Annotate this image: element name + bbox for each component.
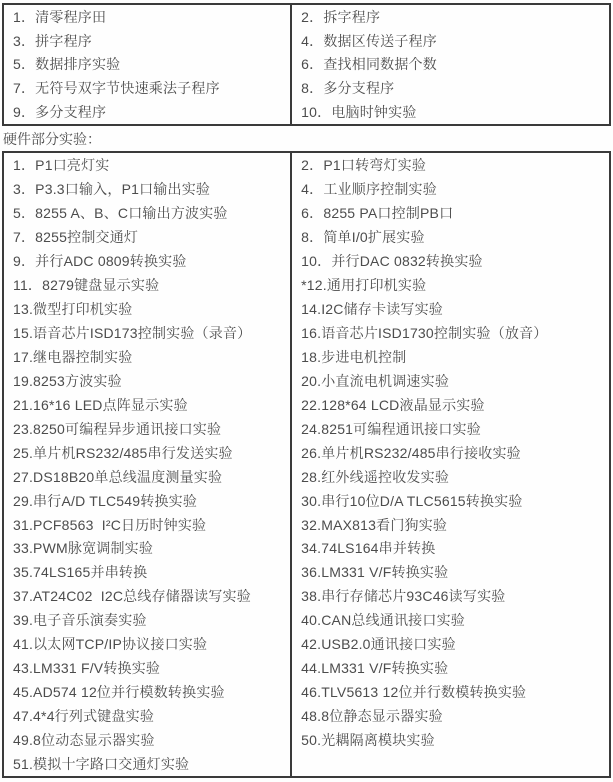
experiment-item: 37.AT24C02 I2C总线存储器读写实验 [13, 588, 251, 605]
experiment-item: 48.8位静态显示器实验 [290, 704, 609, 728]
experiment-item: 27.DS18B20单总线温度测量实验 [13, 468, 223, 485]
experiment-item: 17.继电器控制实验 [13, 348, 133, 365]
experiment-item: 34.74LS164串并转换 [290, 537, 609, 561]
experiment-item: 38.串行存储芯片93C46读写实验 [290, 584, 609, 608]
table-row [4, 752, 609, 776]
experiment-item: 45.AD574 12位并行模数转换实验 [13, 684, 225, 701]
experiment-item: 47.4*4行列式键盘实验 [13, 708, 155, 725]
software-experiments-table [2, 3, 611, 126]
experiment-item: 49.8位动态显示器实验 [13, 732, 155, 749]
experiment-item: 22.128*64 LCD液晶显示实验 [290, 393, 609, 417]
experiment-item: 39.电子音乐演奏实验 [13, 612, 147, 629]
experiment-item: 18.步进电机控制 [290, 345, 609, 369]
experiment-item: 51.模拟十字路口交通灯实验 [13, 756, 190, 773]
table-row [4, 29, 609, 53]
experiment-item: 3．拼字程序 [13, 32, 92, 49]
table-row [4, 321, 609, 345]
experiment-item: 1．P1口亮灯实 [13, 156, 110, 173]
table-row [4, 441, 609, 465]
experiment-item: 4．数据区传送子程序 [290, 29, 609, 53]
experiment-item: 9．并行ADC 0809转换实验 [13, 252, 187, 269]
table-row [4, 201, 609, 225]
experiment-item: 2．拆字程序 [290, 5, 609, 29]
experiment-item: 14.I2C储存卡读写实验 [290, 297, 609, 321]
experiment-item: 7．8255控制交通灯 [13, 228, 139, 245]
table-row [4, 393, 609, 417]
table-row [4, 513, 609, 537]
table-row [4, 5, 609, 29]
experiment-item: 33.PWM脉宽调制实验 [13, 540, 154, 557]
experiment-item: 13.微型打印机实验 [13, 300, 133, 317]
experiment-item: 10．电脑时钟实验 [290, 100, 609, 124]
table-row [4, 153, 609, 177]
experiment-item: 6．8255 PA口控制PB口 [290, 201, 609, 225]
experiment-item: 11．8279键盘显示实验 [13, 276, 160, 293]
table-row [4, 608, 609, 632]
table-row [4, 100, 609, 124]
table-row [4, 417, 609, 441]
experiment-item: 2．P1口转弯灯实验 [290, 153, 609, 177]
experiment-item: 8．多分支程序 [290, 76, 609, 100]
experiment-item: 19.8253方波实验 [13, 372, 122, 389]
experiment-item: 23.8250可编程异步通讯接口实验 [13, 420, 222, 437]
experiment-item: 31.PCF8563 I²C日历时钟实验 [13, 516, 207, 533]
experiment-item: 21.16*16 LED点阵显示实验 [13, 396, 188, 413]
experiment-item: 26.单片机RS232/485串行接收实验 [290, 441, 609, 465]
experiment-item: *12.通用打印机实验 [290, 273, 609, 297]
experiment-item: 6．查找相同数据个数 [290, 53, 609, 77]
experiment-item: 36.LM331 V/F转换实验 [290, 560, 609, 584]
table-row [4, 537, 609, 561]
experiment-item: 44.LM331 V/F转换实验 [290, 656, 609, 680]
experiment-item: 42.USB2.0通讯接口实验 [290, 632, 609, 656]
table-row [4, 249, 609, 273]
experiment-item: 40.CAN总线通讯接口实验 [290, 608, 609, 632]
table-row [4, 632, 609, 656]
experiment-item: 7．无符号双字节快速乘法子程序 [13, 80, 220, 97]
table-row [4, 225, 609, 249]
experiment-item: 4．工业顺序控制实验 [290, 177, 609, 201]
table-row [4, 345, 609, 369]
table-row [4, 656, 609, 680]
experiment-item: 35.74LS165并串转换 [13, 564, 148, 581]
experiment-item: 15.语音芯片ISD173控制实验（录音） [13, 324, 252, 341]
experiment-item: 20.小直流电机调速实验 [290, 369, 609, 393]
table-row [4, 584, 609, 608]
experiment-item: 24.8251可编程通讯接口实验 [290, 417, 609, 441]
table-row [4, 489, 609, 513]
experiment-item: 29.串行A/D TLC549转换实验 [13, 492, 198, 509]
experiment-item: 43.LM331 F/V转换实验 [13, 660, 161, 677]
experiment-item [290, 752, 609, 776]
experiment-item: 28.红外线遥控收发实验 [290, 465, 609, 489]
table-row [4, 680, 609, 704]
experiment-item: 30.串行10位D/A TLC5615转换实验 [290, 489, 609, 513]
experiment-item: 41.以太网TCP/IP协议接口实验 [13, 636, 208, 653]
experiment-item: 8．简单I/0扩展实验 [290, 225, 609, 249]
experiment-item: 1．清零程序田 [13, 8, 107, 25]
table-row [4, 76, 609, 100]
hardware-experiments-table [2, 151, 611, 778]
experiment-item: 25.单片机RS232/485串行发送实验 [13, 444, 233, 461]
table-row [4, 53, 609, 77]
table-row [4, 560, 609, 584]
experiment-item: 32.MAX813看门狗实验 [290, 513, 609, 537]
experiment-item: 16.语音芯片ISD1730控制实验（放音） [290, 321, 609, 345]
table-row [4, 465, 609, 489]
table-row [4, 273, 609, 297]
table-row [4, 297, 609, 321]
experiment-item: 50.光耦隔离模块实验 [290, 728, 609, 752]
experiment-item: 9．多分支程序 [13, 104, 107, 121]
table-row [4, 369, 609, 393]
table-row [4, 177, 609, 201]
table-row [4, 728, 609, 752]
table-row [4, 704, 609, 728]
hardware-section-heading: 硬件部分实验： [3, 131, 101, 147]
experiment-item: 5．数据排序实验 [13, 56, 121, 73]
experiment-item: 46.TLV5613 12位并行数模转换实验 [290, 680, 609, 704]
experiment-item: 3．P3.3口输入，P1口输出实验 [13, 180, 211, 197]
experiment-item: 5．8255 A、B、C口输出方波实验 [13, 204, 228, 221]
experiment-item: 10．并行DAC 0832转换实验 [290, 249, 609, 273]
